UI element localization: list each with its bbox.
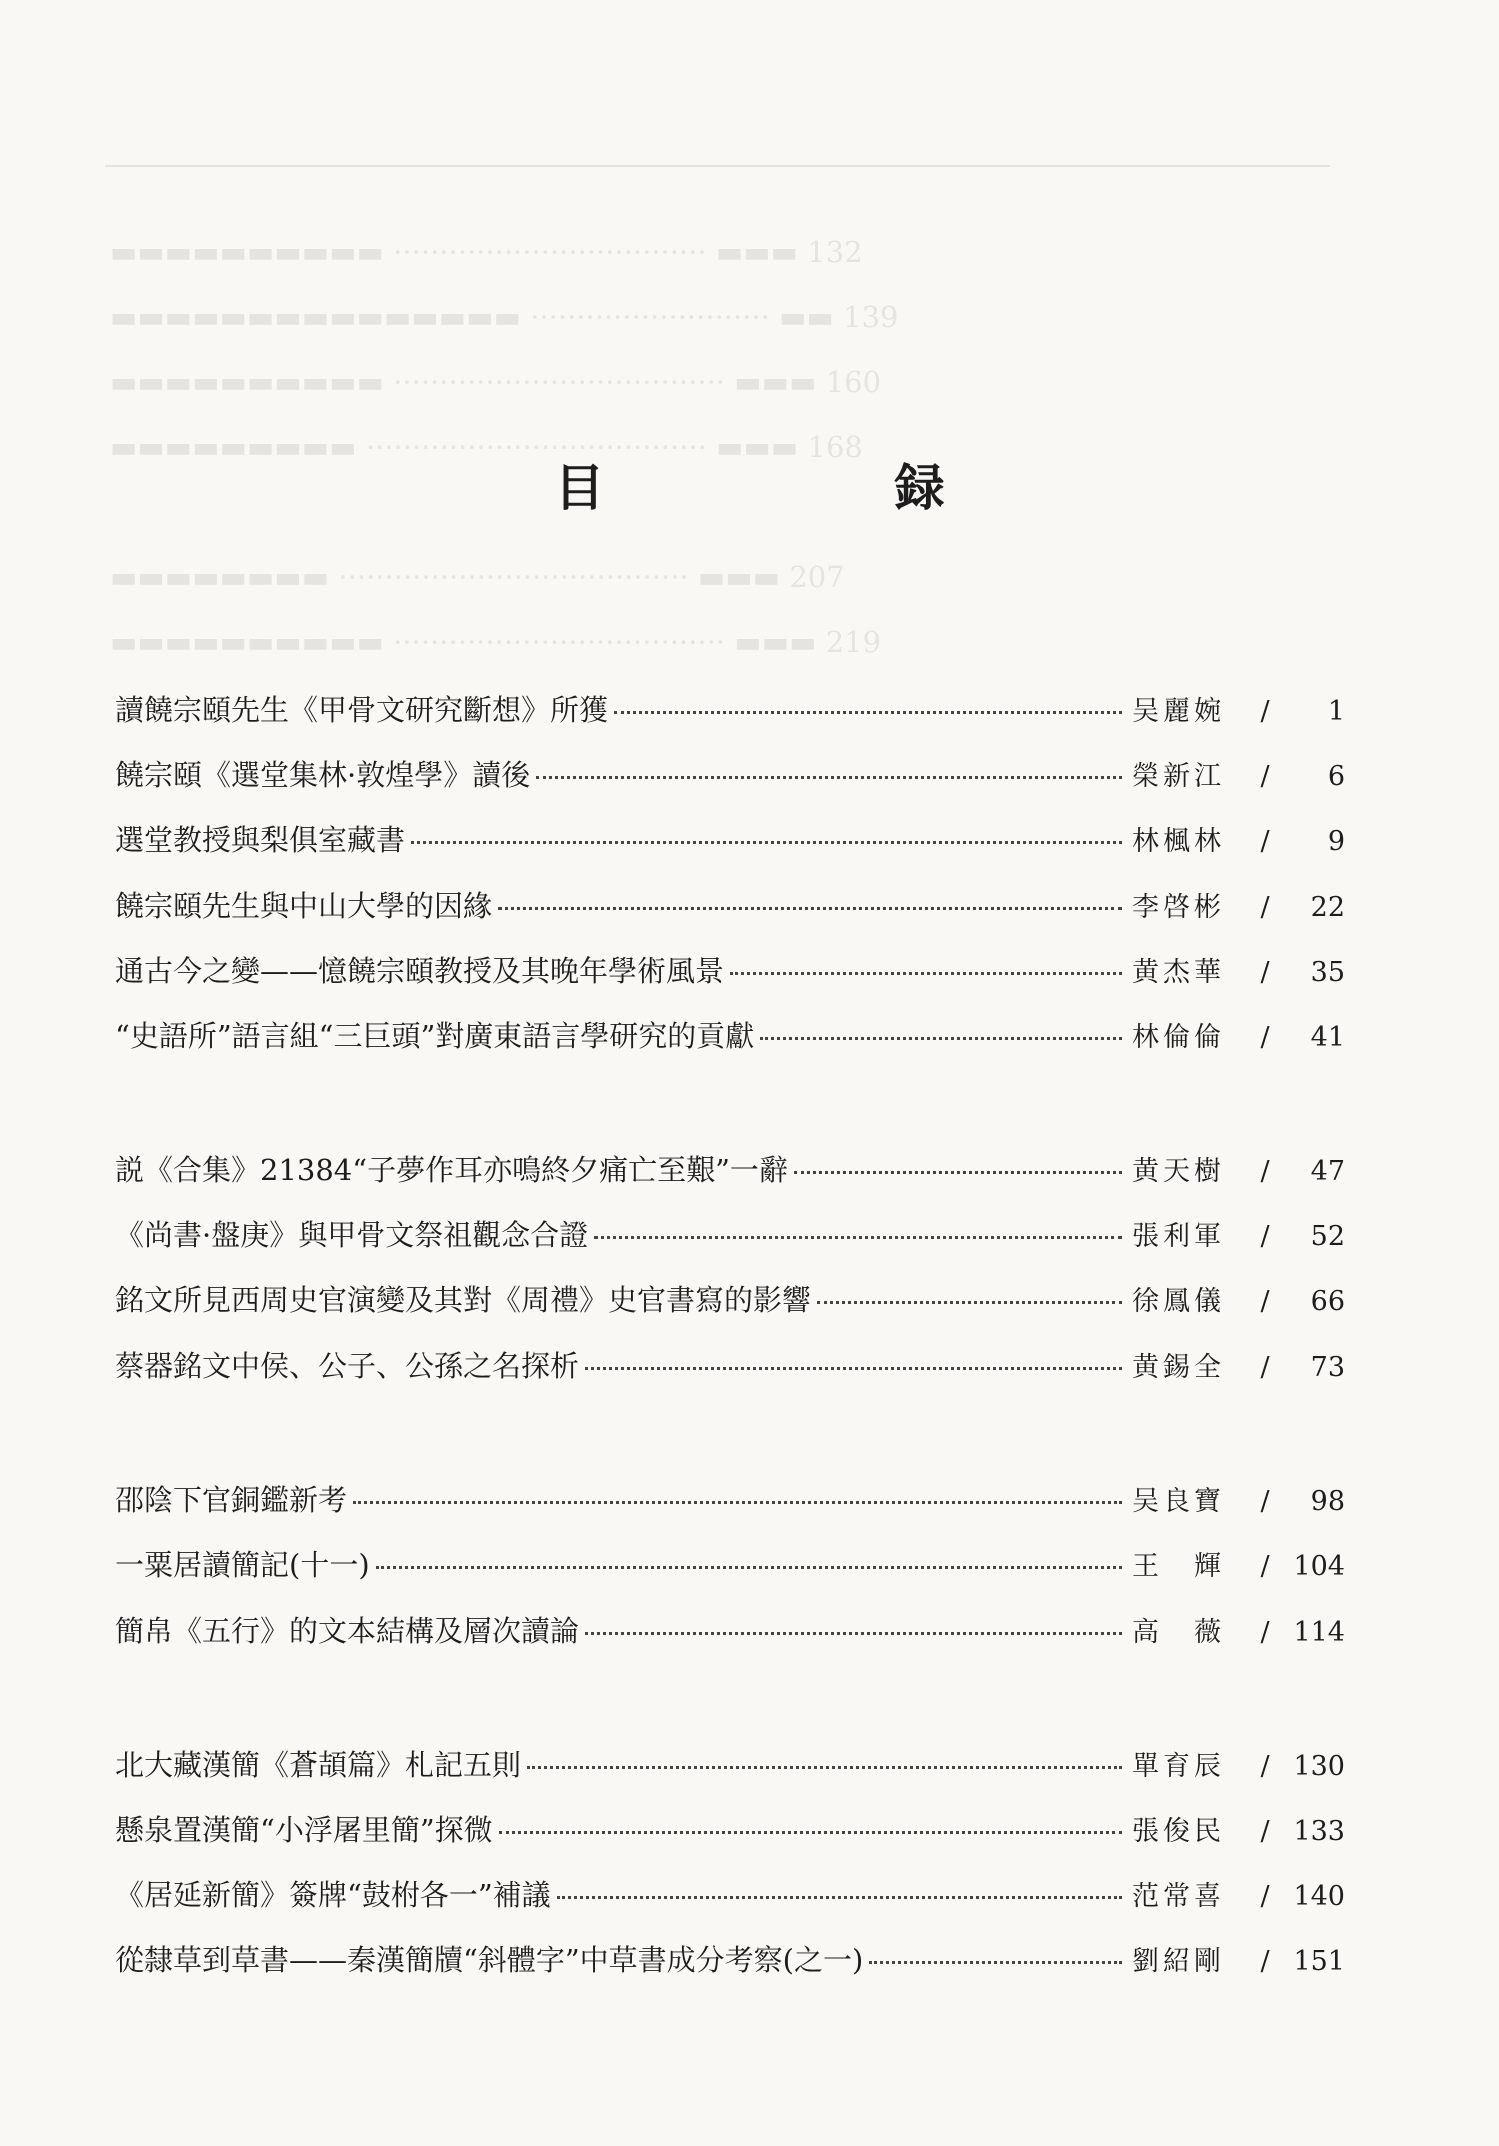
ghost-text: ▬▬▬▬▬▬▬▬▬▬ ···································· ▬▬▬ 160 [110,365,882,399]
toc-entry-page-number: 41 [1310,1022,1345,1053]
toc-entry-author: 吴良寶 [1132,1486,1225,1517]
dot-leader [353,1501,1122,1504]
toc-entry-page-number: 140 [1293,1881,1345,1912]
toc-entry-page-number: 52 [1310,1221,1345,1252]
ghost-text: ▬▬▬▬▬▬▬▬▬ ····································· ▬▬▬ 168 [110,430,863,464]
dot-leader [376,1566,1122,1569]
toc-entry-title: 饒宗頤先生與中山大學的因緣 [115,889,493,923]
dot-leader [585,1367,1122,1370]
toc-entry [115,1344,1345,1384]
toc-entry-page-number: 66 [1310,1286,1345,1317]
dot-leader [869,1961,1122,1964]
toc-entry-title: 選堂教授與梨俱室藏書 [115,823,406,857]
separator-slash: / [1260,1352,1270,1383]
toc-entry-title: 説《合集》21384“子夢作耳亦鳴終夕痛亡至艱”一辭 [115,1153,788,1187]
toc-entry-title: “史語所”語言組“三巨頭”對廣東語言學研究的貢獻 [115,1019,755,1053]
toc-entry-title: 懸泉置漢簡“小浮屠里簡”探微 [115,1813,493,1847]
toc-entry-title: 北大藏漢簡《蒼頡篇》札記五則 [115,1748,522,1782]
dot-leader [411,841,1122,844]
toc-entry [115,949,1345,989]
toc-entry [115,1278,1345,1318]
ghost-rule [105,165,1330,167]
toc-entry-author: 黄天樹 [1132,1156,1225,1187]
separator-slash: / [1260,826,1270,857]
toc-entry [115,1014,1345,1054]
separator-slash: / [1260,1551,1270,1582]
toc-entry [115,1743,1345,1783]
toc-entry-author: 榮新江 [1132,761,1225,792]
dot-leader [730,972,1122,975]
toc-entry-author: 林楓林 [1132,826,1225,857]
toc-entry-title: 一粟居讀簡記(十一) [115,1548,370,1582]
toc-entry [115,1478,1345,1518]
toc-entry-author: 徐鳳儀 [1132,1286,1225,1317]
toc-entry-author: 范常喜 [1132,1881,1225,1912]
toc-entry-author: 黄杰華 [1132,957,1225,988]
toc-entry-page-number: 151 [1293,1946,1345,1977]
toc-entry-title: 銘文所見西周史官演變及其對《周禮》史官書寫的影響 [115,1283,812,1317]
dot-leader [817,1301,1122,1304]
toc-entry-title: 邵陰下官銅鑑新考 [115,1483,348,1517]
toc-entry-author: 劉紹剛 [1132,1946,1225,1977]
toc-entry-page-number: 98 [1310,1486,1345,1517]
toc-entry-author: 王 輝 [1132,1551,1225,1582]
dot-leader [614,711,1122,714]
toc-entry [115,1148,1345,1188]
toc-entry [115,753,1345,793]
separator-slash: / [1260,1881,1270,1912]
separator-slash: / [1260,1816,1270,1847]
toc-entry-title: 《尚書·盤庚》與甲骨文祭祖觀念合證 [115,1218,589,1252]
toc-entry-page-number: 114 [1293,1617,1345,1648]
toc-entry-title: 簡帛《五行》的文本結構及層次讀論 [115,1614,580,1648]
toc-entry-page-number: 133 [1293,1816,1345,1847]
toc-entry-title: 《居延新簡》簽牌“鼓柎各一”補議 [115,1878,551,1912]
separator-slash: / [1260,892,1270,923]
toc-entry [115,1873,1345,1913]
page-title: 目 録 [554,458,1065,517]
separator-slash: / [1260,1221,1270,1252]
ghost-text: ▬▬▬▬▬▬▬▬▬▬▬▬▬▬▬ ·························· ▬▬ 139 [110,300,899,334]
toc-entry-page-number: 1 [1327,696,1345,727]
toc-entry-page-number: 35 [1310,957,1345,988]
toc-entry-page-number: 47 [1310,1156,1345,1187]
toc-entry-title: 從隸草到草書——秦漢簡牘“斜體字”中草書成分考察(之一) [115,1943,864,1977]
toc-entry [115,1808,1345,1848]
separator-slash: / [1260,761,1270,792]
ghost-text: ▬▬▬▬▬▬▬▬▬▬ ·································· ▬▬▬ 132 [110,235,863,269]
toc-entry-title: 饒宗頤《選堂集林·敦煌學》讀後 [115,758,531,792]
toc-entry-title: 蔡器銘文中侯、公子、公孫之名探析 [115,1349,580,1383]
toc-entry-author: 張俊民 [1132,1816,1225,1847]
toc-entry-page-number: 6 [1327,761,1345,792]
separator-slash: / [1260,1022,1270,1053]
toc-entry [115,818,1345,858]
toc-entry [115,1609,1345,1649]
separator-slash: / [1260,1286,1270,1317]
dot-leader [499,1831,1122,1834]
separator-slash: / [1260,957,1270,988]
toc-entry [115,884,1345,924]
toc-entry-page-number: 104 [1293,1551,1345,1582]
toc-entry-author: 單育辰 [1132,1751,1225,1782]
toc-entry-author: 黄錫全 [1132,1352,1225,1383]
toc-entry-title: 讀饒宗頤先生《甲骨文研究斷想》所獲 [115,693,609,727]
dot-leader [794,1171,1122,1174]
dot-leader [585,1632,1122,1635]
separator-slash: / [1260,1486,1270,1517]
ghost-text: ▬▬▬▬▬▬▬▬ ······································ ▬▬▬ 207 [110,560,845,594]
ghost-text: ▬▬▬▬▬▬▬▬▬▬ ···································· ▬▬▬ 219 [110,625,882,659]
dot-leader [760,1037,1122,1040]
toc-entry [115,688,1345,728]
separator-slash: / [1260,1617,1270,1648]
dot-leader [557,1896,1122,1899]
separator-slash: / [1260,1156,1270,1187]
separator-slash: / [1260,1751,1270,1782]
toc-entry-author: 李啓彬 [1132,892,1225,923]
toc-entry-page-number: 9 [1327,826,1345,857]
toc-entry-author: 高 薇 [1132,1617,1225,1648]
toc-entry-author: 張利軍 [1132,1221,1225,1252]
toc-entry-page-number: 22 [1310,892,1345,923]
separator-slash: / [1260,1946,1270,1977]
dot-leader [536,776,1122,779]
toc-entry [115,1213,1345,1253]
dot-leader [498,907,1122,910]
toc-entry-page-number: 73 [1310,1352,1345,1383]
separator-slash: / [1260,696,1270,727]
toc-entry [115,1543,1345,1583]
dot-leader [594,1236,1122,1239]
toc-entry [115,1938,1345,1978]
toc-entry-title: 通古今之變——憶饒宗頤教授及其晚年學術風景 [115,954,725,988]
dot-leader [527,1766,1122,1769]
toc-entry-author: 吴麗婉 [1132,696,1225,727]
toc-entry-page-number: 130 [1293,1751,1345,1782]
toc-entry-author: 林倫倫 [1132,1022,1225,1053]
